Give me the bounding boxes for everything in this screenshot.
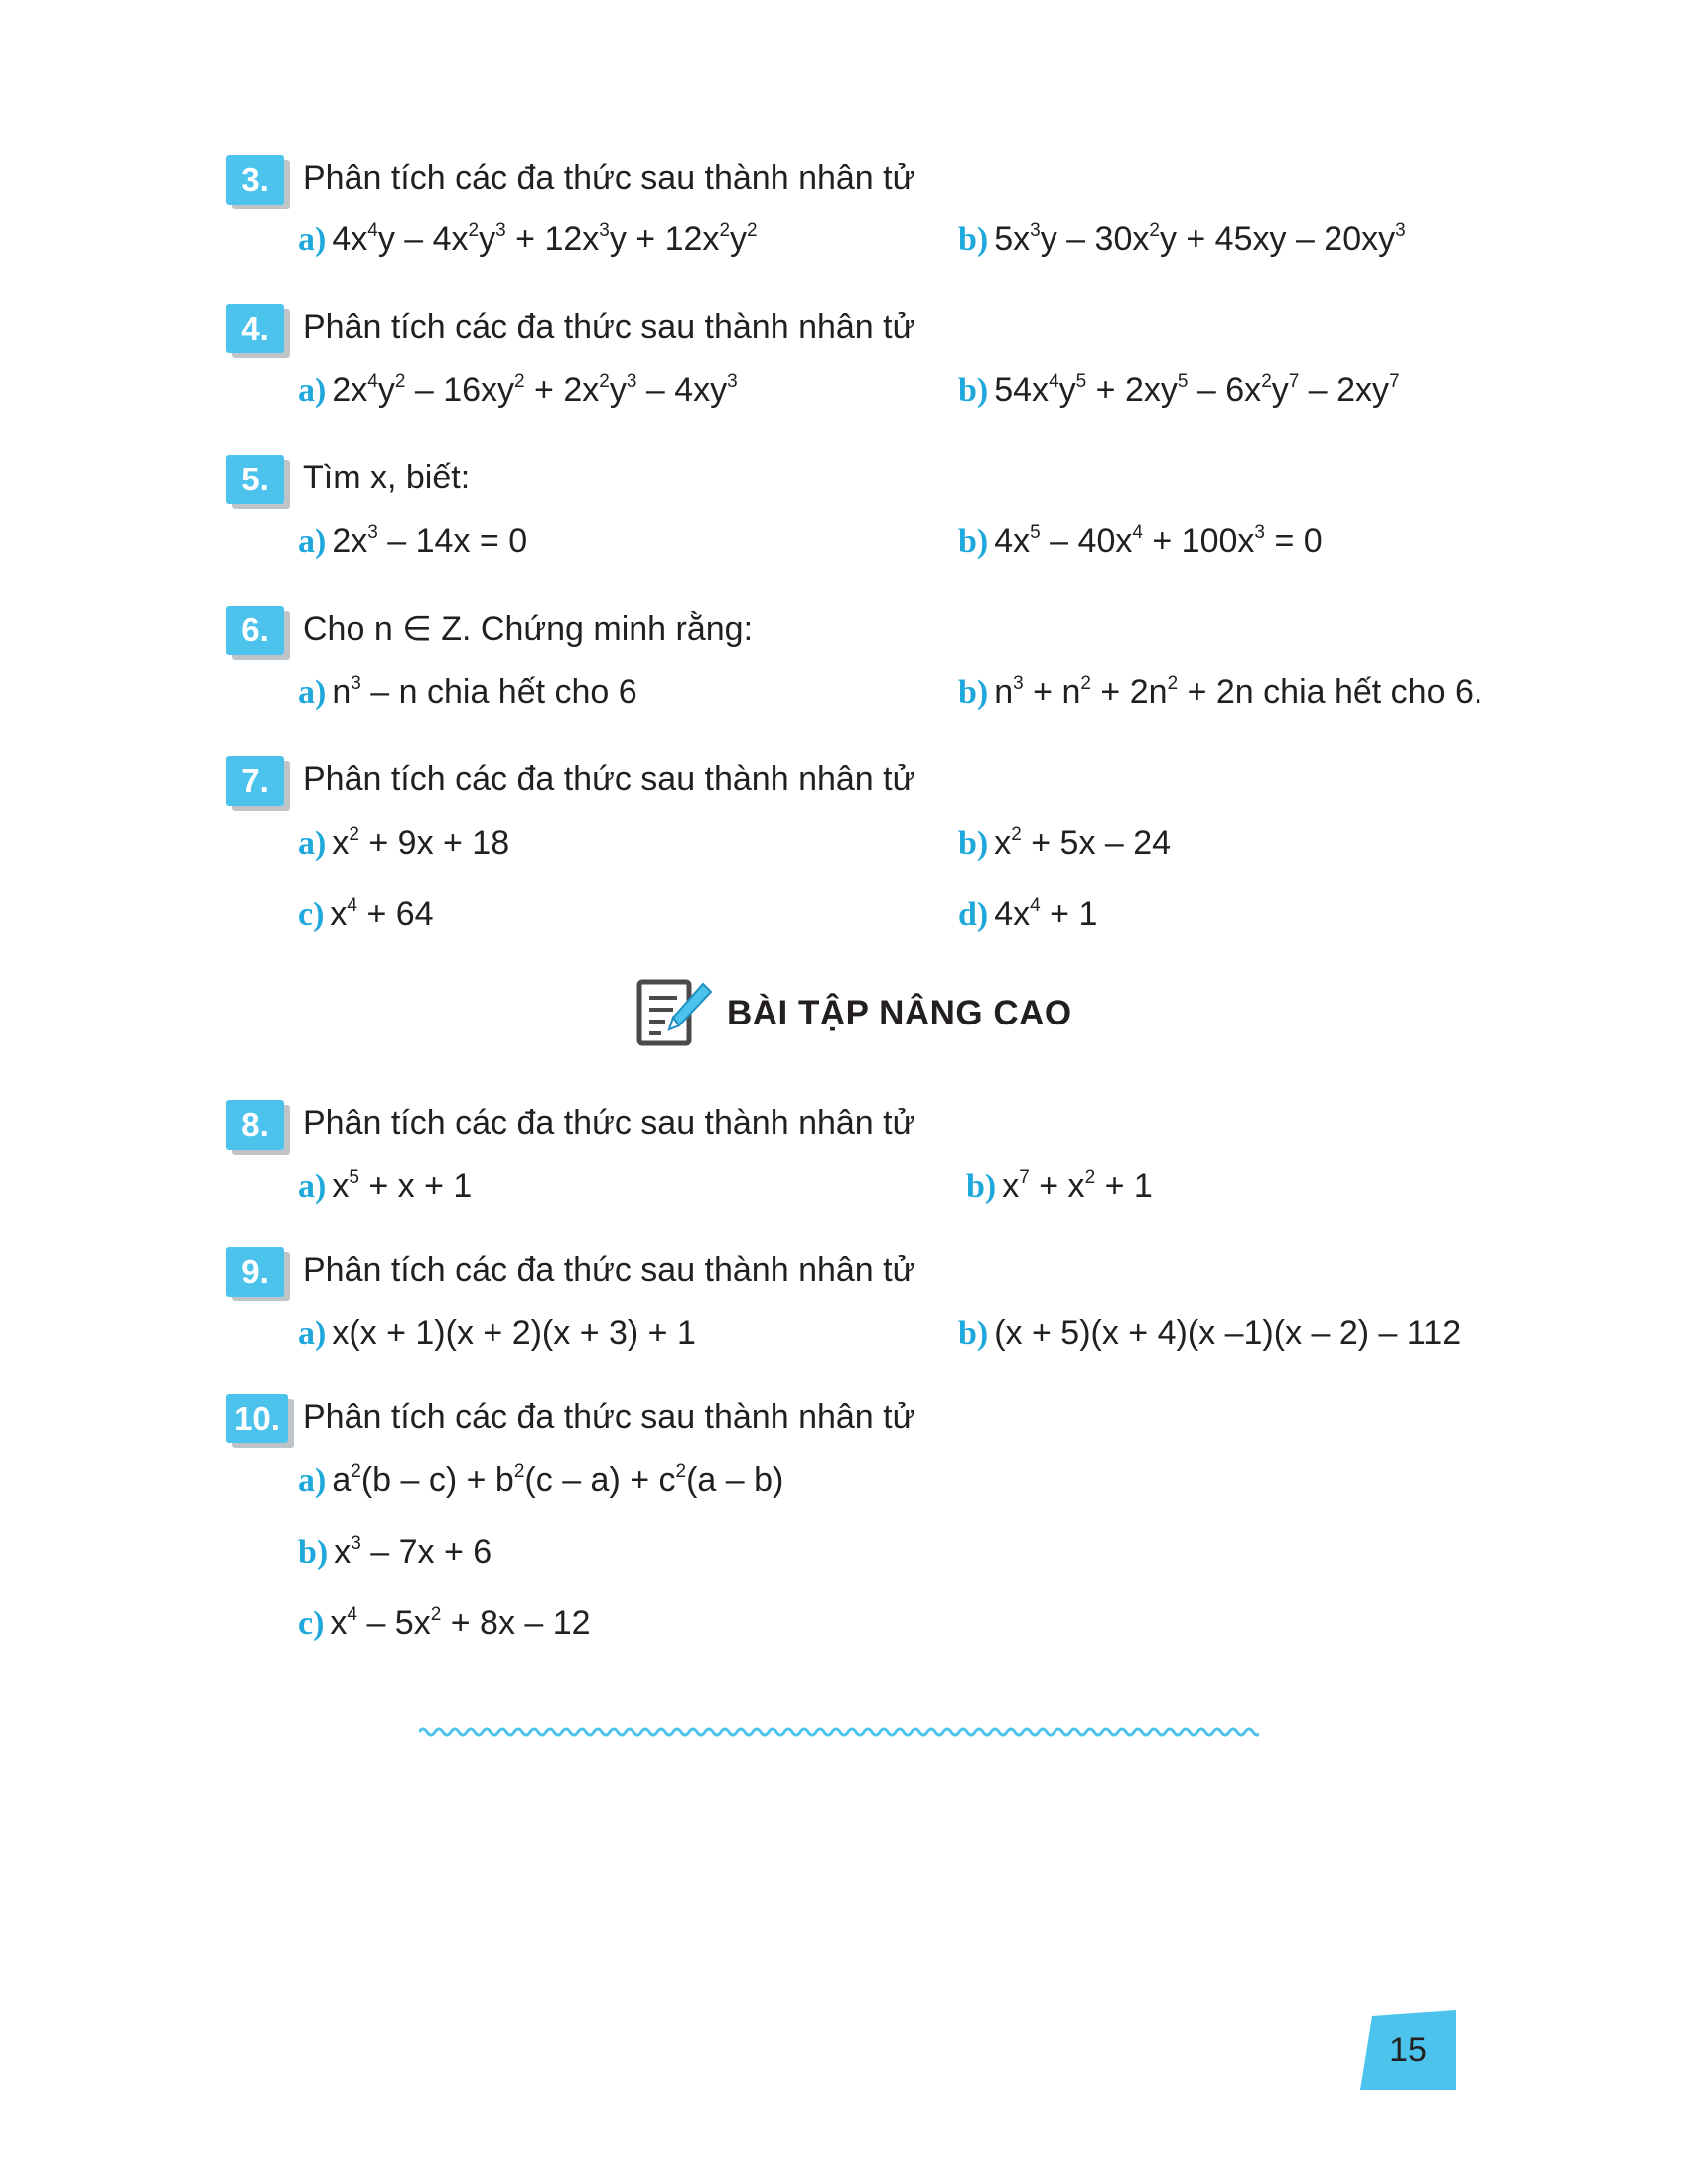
problem-number-badge: 4.: [226, 304, 284, 353]
problem-title: Phân tích các đa thức sau thành nhân tử: [303, 1251, 915, 1289]
problem-number-badge: 8.: [226, 1100, 284, 1150]
problem-number-badge: 6.: [226, 606, 284, 655]
problem-9-part-a: a) x(x + 1)(x + 2)(x + 3) + 1: [298, 1314, 696, 1352]
part-label: b): [958, 221, 989, 258]
part-label: a): [298, 674, 327, 711]
part-label: a): [298, 825, 327, 862]
problem-10-part-c: c) $x^4 - 5x^2 + 8x - 12$: [298, 1603, 591, 1642]
problem-number-badge: 10.: [226, 1394, 288, 1443]
part-label: b): [966, 1168, 997, 1205]
page-number-tab: [1360, 2010, 1456, 2090]
part-label: b): [958, 825, 989, 862]
problem-title: Phân tích các đa thức sau thành nhân tử: [303, 308, 915, 345]
part-label: a): [298, 1168, 327, 1205]
problem-8-part-a: a) $x^5 + x + 1$: [298, 1166, 473, 1205]
section-title: BÀI TẬP NÂNG CAO: [727, 994, 1072, 1032]
problem-number-badge: 5.: [226, 455, 284, 504]
section-header: [635, 978, 1072, 1049]
wave-divider: [419, 1725, 1259, 1739]
part-label: a): [298, 523, 327, 560]
part-label: a): [298, 1315, 327, 1352]
problem-5-part-a: a) $2x^3 - 14x = 0$: [298, 521, 528, 560]
problem-title: Phân tích các đa thức sau thành nhân tử: [303, 1398, 915, 1435]
problem-10-part-b: b) $x^3 - 7x + 6$: [298, 1532, 492, 1570]
part-label: b): [298, 1534, 329, 1570]
problem-number-badge: 3.: [226, 155, 284, 205]
problem-7-part-d: d) $4x^4 + 1$: [958, 894, 1098, 933]
part-label: b): [958, 1315, 989, 1352]
problem-title: Phân tích các đa thức sau thành nhân tử: [303, 760, 915, 798]
problem-3-part-b: b) $5x^3y - 30x^2y + 45xy - 20xy^3$: [958, 219, 1406, 258]
problem-4-part-a: a) $2x^4y^2 - 16xy^2 + 2x^2y^3 - 4xy^3$: [298, 370, 738, 409]
problem-10-part-a: a) $a^2(b - c) + b^2(c - a) + c^2(a - b)$: [298, 1460, 784, 1499]
problem-3-part-a: a) $4x^4y - 4x^2y^3 + 12x^3y + 12x^2y^2$: [298, 219, 758, 258]
problem-6-part-b: b) $n^3 + n^2 + 2n^2 + 2n$ chia hết cho 6.: [958, 672, 1483, 711]
part-label: b): [958, 372, 989, 409]
problem-9-part-b: b) (x + 5)(x + 4)(x –1)(x – 2) – 112: [958, 1314, 1462, 1352]
page-number: 15: [1389, 2030, 1427, 2069]
problem-title: Cho n ∈ Z. Chứng minh rằng:: [303, 611, 754, 648]
notepad-pencil-icon: [635, 978, 715, 1049]
part-label: b): [958, 523, 989, 560]
problem-8-part-b: b) $x^7 + x^2 + 1$: [966, 1166, 1153, 1205]
problem-5-part-b: b) $4x^5 - 40x^4 + 100x^3 = 0$: [958, 521, 1323, 560]
part-label: a): [298, 1462, 327, 1499]
part-label: a): [298, 221, 327, 258]
part-label: c): [298, 1605, 325, 1642]
problem-6-part-a: a) $n^3$ – n chia hết cho 6: [298, 672, 637, 711]
problem-title: Phân tích các đa thức sau thành nhân tử: [303, 159, 915, 197]
part-label: a): [298, 372, 327, 409]
part-label: b): [958, 674, 989, 711]
part-label: c): [298, 896, 325, 933]
problem-number-badge: 7.: [226, 756, 284, 806]
problem-7-part-b: b) $x^2 + 5x - 24$: [958, 823, 1172, 862]
problem-title: Tìm x, biết:: [303, 459, 471, 496]
part-label: d): [958, 896, 989, 933]
problem-number-badge: 9.: [226, 1247, 284, 1297]
problem-7-part-c: c) $x^4 + 64$: [298, 894, 434, 933]
problem-title: Phân tích các đa thức sau thành nhân tử: [303, 1104, 915, 1142]
problem-4-part-b: b) $54x^4y^5 + 2xy^5 - 6x^2y^7 - 2xy^7$: [958, 370, 1400, 409]
problem-7-part-a: a) $x^2 + 9x + 18$: [298, 823, 510, 862]
